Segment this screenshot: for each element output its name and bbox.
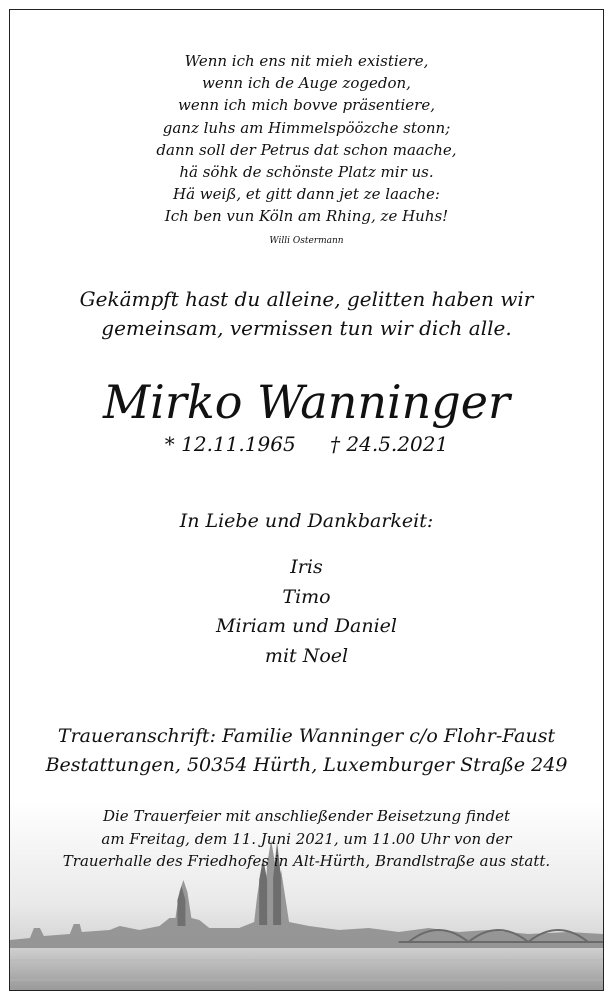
service-line: Trauerhalle des Friedhofes in Alt-Hürth, Brandlstraße aus statt. (62, 852, 551, 870)
mourner-name: Miriam und Daniel (216, 615, 397, 637)
poem-line: Hä weiß, et gitt dann jet ze laache: (173, 185, 440, 204)
quote-line: gemeinsam, vermissen tun wir dich alle. (101, 316, 512, 340)
poem (10, 50, 603, 228)
poem-line: wenn ich mich bovve präsentiere, (178, 96, 435, 115)
mourning-address (10, 722, 603, 780)
mourner-name: Iris (290, 556, 323, 578)
mourners-intro: In Liebe und Dankbarkeit: (179, 510, 434, 532)
address-line: Bestattungen, 50354 Hürth, Luxemburger Straße 249 (45, 754, 568, 776)
poem-line: Ich ben vun Köln am Rhing, ze Huhs! (164, 207, 449, 226)
quote-line: Gekämpft hast du alleine, gelitten haben wir (79, 287, 534, 311)
poem-line: ganz luhs am Himmelspöözche stonn; (162, 118, 451, 137)
death-date: † 24.5.2021 (330, 432, 449, 456)
life-dates (10, 430, 603, 458)
mourners-list (10, 553, 603, 671)
poem-line: dann soll der Petrus dat schon maache, (156, 140, 457, 159)
address-line: Traueranschrift: Familie Wanninger c/o Flohr-Faust (57, 725, 556, 747)
poem-line: hä söhk de schönste Platz mir us. (179, 163, 434, 182)
memorial-quote (10, 285, 603, 343)
mourner-name: mit Noel (264, 644, 349, 667)
deceased-name: Mirko Wanninger (103, 375, 510, 429)
poem-line: wenn ich de Auge zogedon, (202, 74, 411, 93)
poem-author: Willi Ostermann (269, 236, 344, 246)
obituary-frame (9, 9, 604, 991)
funeral-service-info (10, 805, 603, 873)
birth-date: * 12.11.1965 (164, 432, 296, 456)
mourner-name: Timo (282, 585, 331, 608)
service-line: Die Trauerfeier mit anschließender Beisetzung findet (102, 807, 511, 825)
poem-line: Wenn ich ens nit mieh existiere, (184, 52, 429, 70)
service-line: am Freitag, dem 11. Juni 2021, um 11.00 Uhr von der (101, 829, 512, 848)
